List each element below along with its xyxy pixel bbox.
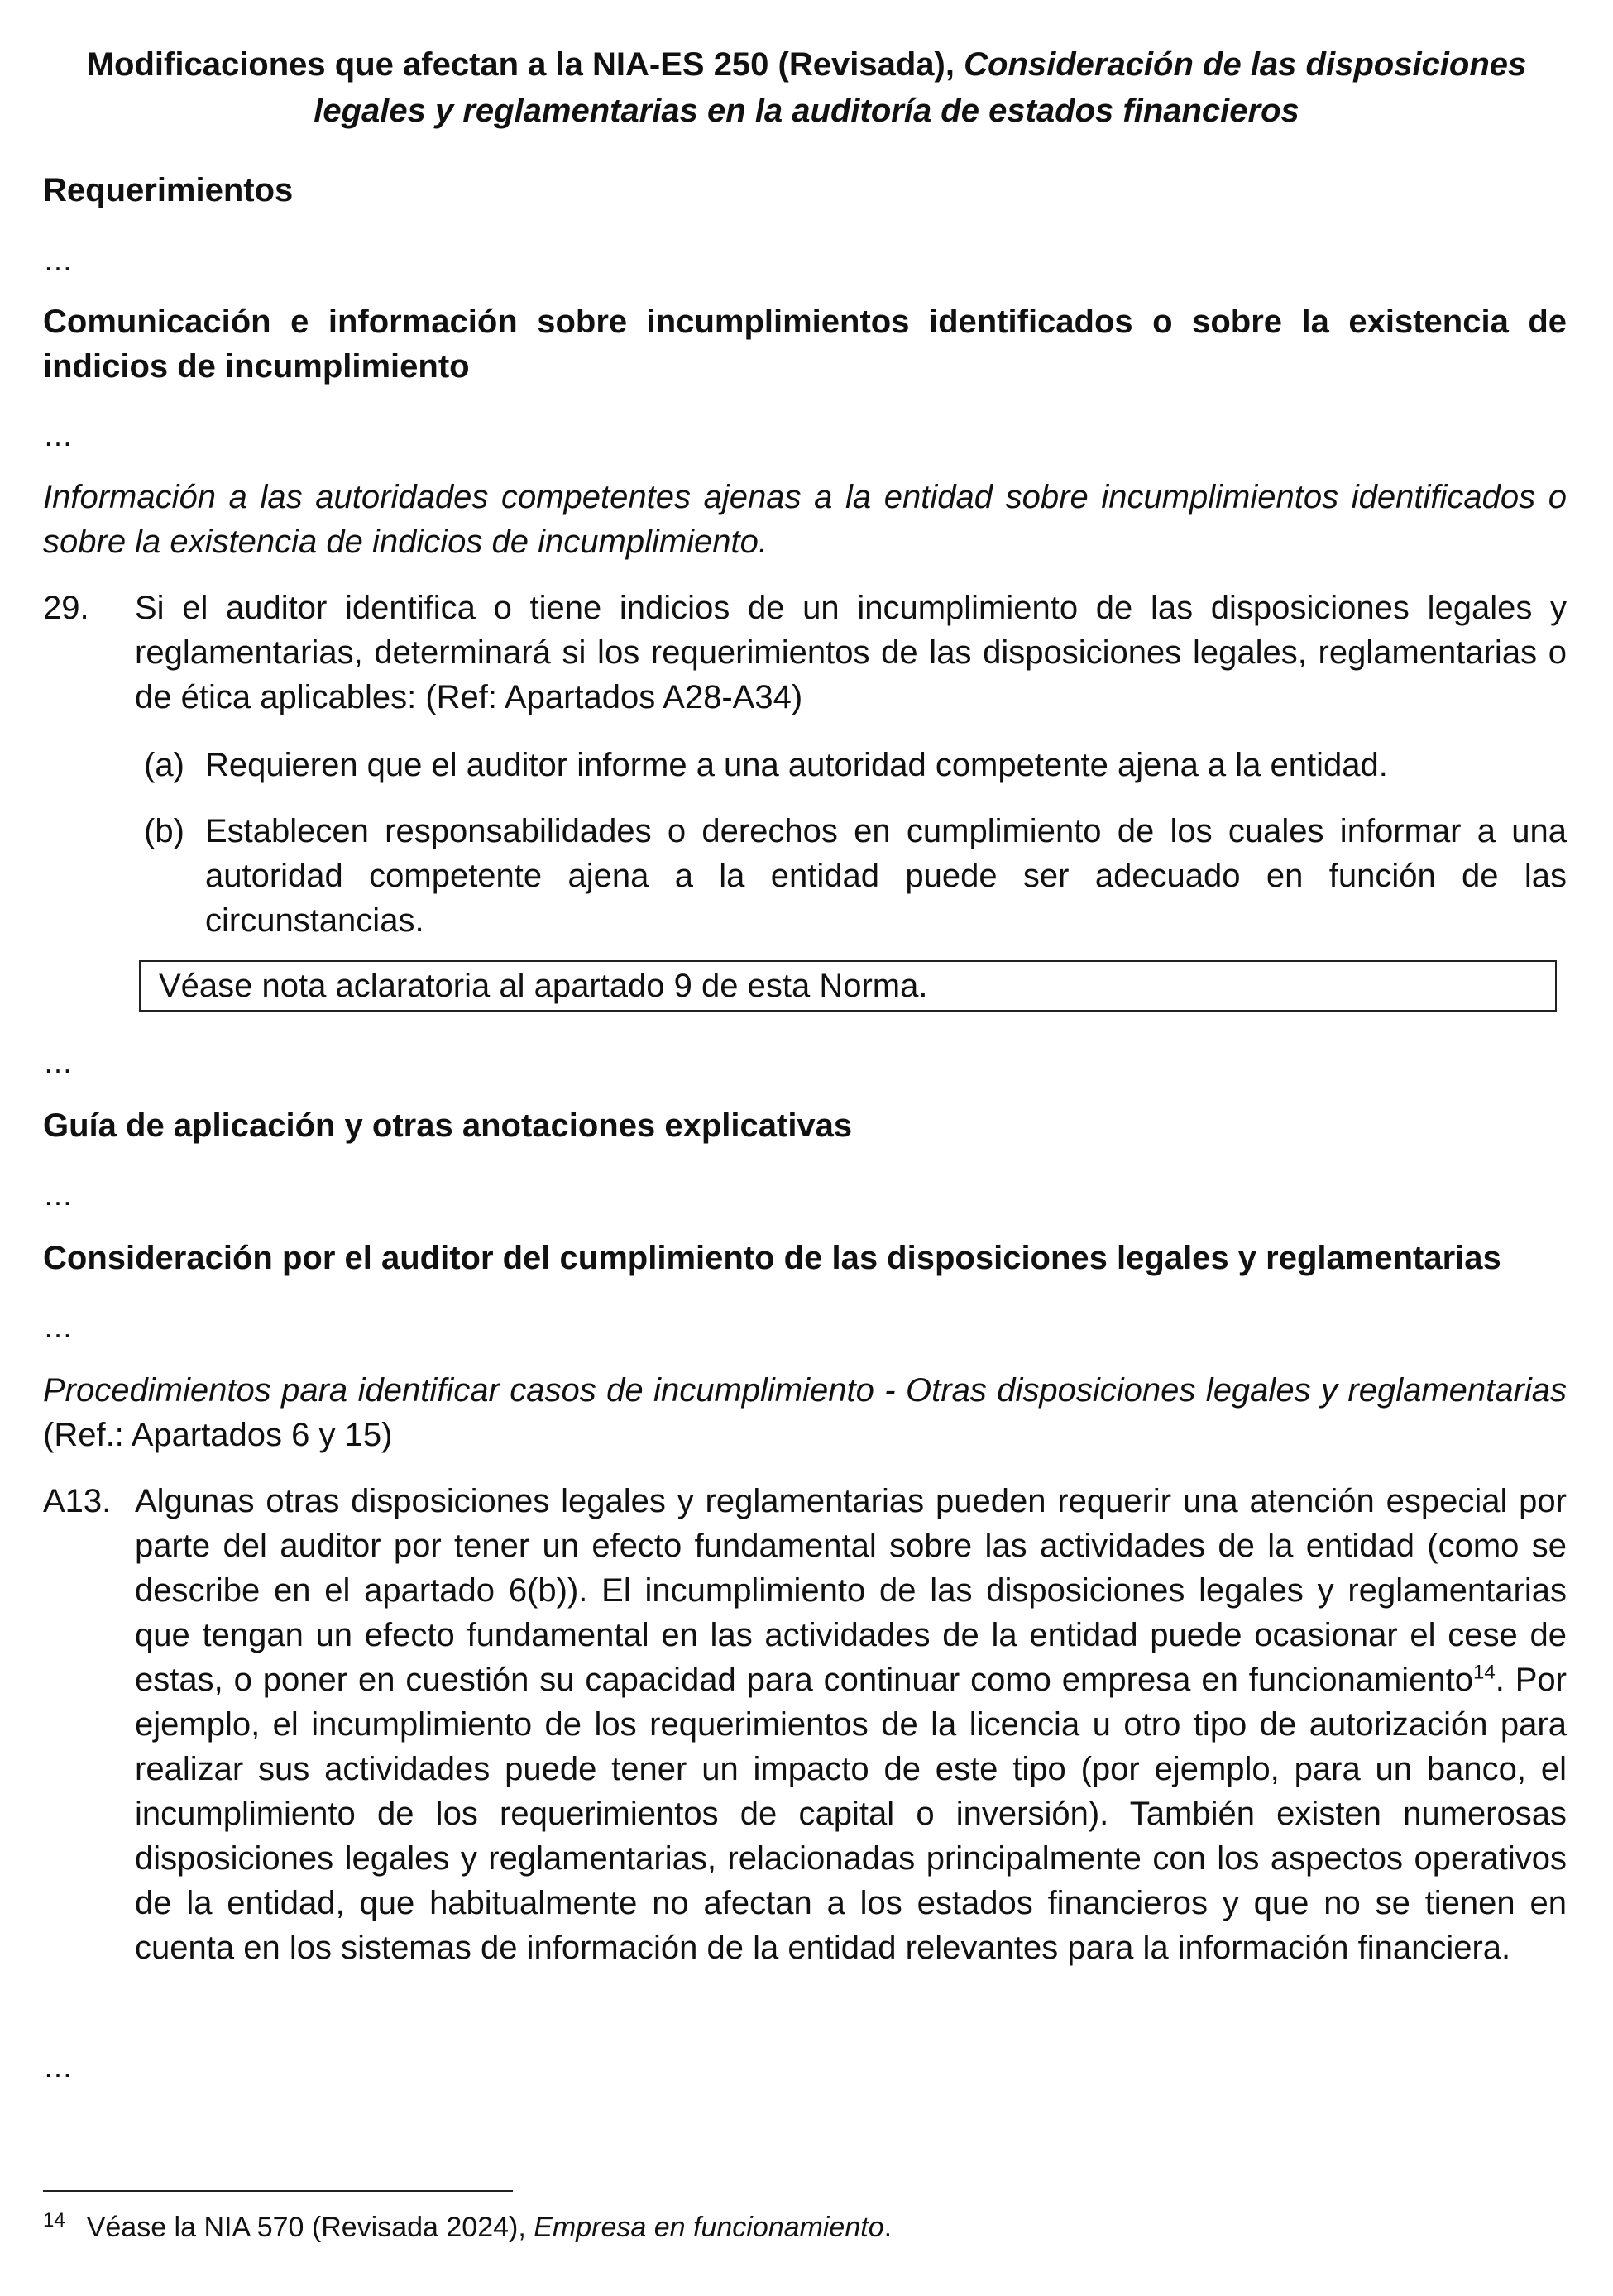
- requirements-heading: Requerimientos: [43, 172, 294, 208]
- guide-heading: Guía de aplicación y otras anotaciones explicativas: [43, 1107, 853, 1144]
- communication-subheading: Comunicación e información sobre incumplimientos identificados o sobre la existencia de indicios de incumplimiento: [43, 304, 1567, 385]
- footnote-number: 14: [43, 2208, 65, 2231]
- procedures-italic-title: Procedimientos para identificar casos de incumplimiento - Otras disposiciones legales y reglamentarias: [43, 1372, 1567, 1409]
- footnote: [43, 2208, 892, 2246]
- paragraph-29-text: Si el auditor identifica o tiene indicios de un incumplimiento de las disposiciones legales y reglamentarias, determinará si los requerimientos de las disposiciones legales, reglamentarias o de ética aplicables: (Ref: Apartados A28-A34): [135, 590, 1567, 715]
- footnote-separator: [43, 2190, 513, 2192]
- ellipsis: …: [43, 1045, 73, 1079]
- procedures-heading: [43, 1368, 1567, 1457]
- item-b-label: (b): [144, 813, 184, 849]
- paragraph-number-29: 29.: [43, 590, 89, 626]
- information-italic-heading: Información a las autoridades competentes ajenas a la entidad sobre incumplimientos identificados o sobre la existencia de indicios de incumplimiento.: [43, 479, 1567, 560]
- paragraph-a13-text: [135, 1479, 1567, 1970]
- ellipsis: …: [43, 243, 73, 277]
- auditor-consideration-subheading: Consideración por el auditor del cumplimiento de las disposiciones legales y reglamentarias: [43, 1240, 1501, 1276]
- procedures-reference: (Ref.: Apartados 6 y 15): [43, 1417, 393, 1453]
- item-b-text: Establecen responsabilidades o derechos en cumplimiento de los cuales informar a una autoridad competente ajena a la entidad puede ser adecuado en función de las circunstancias.: [205, 813, 1567, 939]
- footnote-italic-title: Empresa en funcionamiento: [534, 2212, 884, 2243]
- footnote-reference[interactable]: 14: [1473, 1661, 1496, 1684]
- footnote-end: .: [883, 2212, 893, 2243]
- clarifying-note-box: Véase nota aclaratoria al apartado 9 de esta Norma.: [139, 960, 1557, 1012]
- item-a-label: (a): [144, 747, 184, 783]
- a13-text-part2: . Por ejemplo, el incumplimiento de los requerimientos de la licencia u otro tipo de autorización para realizar sus actividades puede tener un impacto de este tipo (por ejemplo, para un banco, el incumplimiento de los requerimientos de capital o inversión). También existen numerosas disposiciones legales y reglamentarias, relacionadas principalmente con los aspectos operativos de la entidad, que habitualmente no afectan a los estados financieros y que no se tienen en cuenta en los sistemas de información de la entidad relevantes para la información financiera.: [135, 1662, 1567, 1966]
- paragraph-number-a13: A13.: [43, 1483, 112, 1519]
- document-title: [50, 41, 1563, 134]
- ellipsis: …: [43, 419, 73, 452]
- title-italic-line1: Consideración de las disposiciones: [964, 46, 1527, 83]
- title-prefix: Modificaciones que afectan a la NIA-ES 250 (Revisada),: [86, 46, 964, 83]
- a13-text-part1: Algunas otras disposiciones legales y reglamentarias pueden requerir una atención especial por parte del auditor por tener un efecto fundamental sobre las actividades de la entidad (como se describe en el apartado 6(b)). El incumplimiento de las disposiciones legales y reglamentarias que tengan un efecto fundamental en las actividades de la entidad puede ocasionar el cese de estas, o poner en cuestión su capacidad para continuar como empresa en funcionamiento: [135, 1483, 1567, 1698]
- ellipsis: …: [43, 1178, 73, 1212]
- title-italic-line2: legales y reglamentarias en la auditoría de estados financieros: [314, 93, 1299, 129]
- footnote-text: Véase la NIA 570 (Revisada 2024),: [86, 2212, 534, 2243]
- ellipsis: …: [43, 1310, 73, 1344]
- ellipsis: …: [43, 2050, 73, 2083]
- item-a-text: Requieren que el auditor informe a una autoridad competente ajena a la entidad.: [205, 747, 1388, 783]
